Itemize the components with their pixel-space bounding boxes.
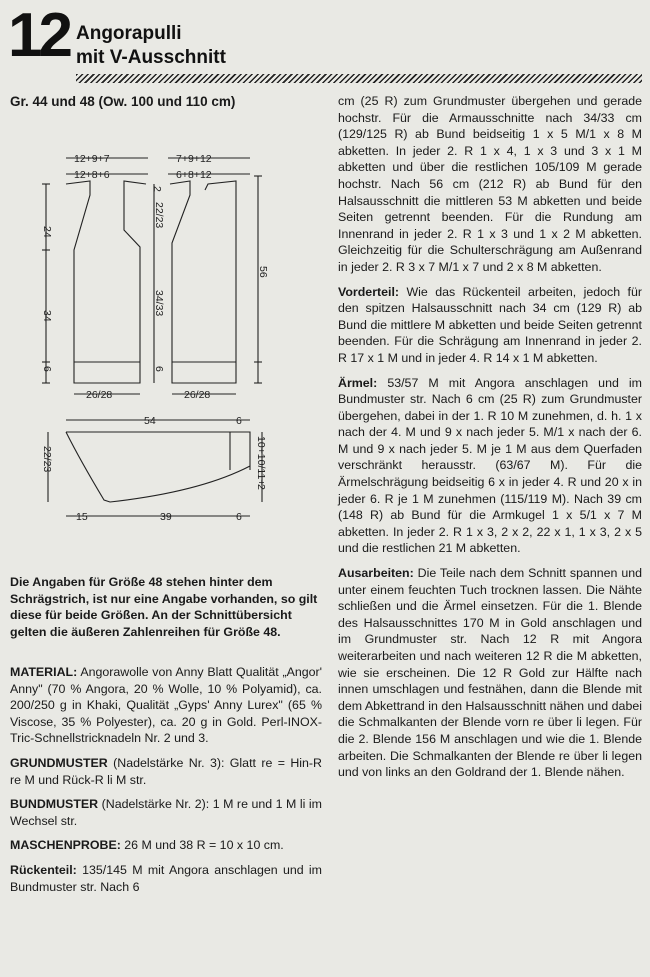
size-note: Die Angaben für Größe 48 stehen hinter dem Schrägstrich, ist nur eine Angabe vorhanden, so gilt diese für beide Größen. An der Schnittübersicht gelten die äußeren Zahlenreihen für Größe 48. [10,575,318,639]
right-column [338,93,642,789]
front-top-dims-2: 6+8+12 [176,169,212,181]
sleeve-top-end: 6 [236,415,242,427]
aermel-paragraph: Ärmel: 53/57 M mit Angora anschlagen und im Bundmuster str. Nach 6 cm (25 R) zum Grundmuster übergehen, dabei in der 1. R 10 M zunehmen, d. h. 1 x nach der 4. M und 9 x nach jeder 5. M/1 x nach der 6. M und 9 x nach jeder 5. M je 1 M aus dem Querfaden verschränkt herausstr. (63/67 M). Für die Ärmelschrägung beidseitig 6 x in jeder 4. R und 20 x in jeder 6. R je 1 M zunehmen (115/119 M). Nach 39 cm (148 R) ab Bund für die Armkugel 1 x 5/1 x 7 M abketten. In jeder 2. R 1 x 3, 2 x 2, 22 x 1, 1 x 3, 2 x 5 und die restlichen 21 M abketten. [338,375,642,556]
hatched-divider [76,74,642,83]
sleeve-cap-small: 2 [255,484,267,490]
ausarbeiten-paragraph: Ausarbeiten: Die Teile nach dem Schnitt spannen und unter einem feuchten Tuch trocknen lassen. Die Nähte schließen und die Ärmel einsetzen. Für die 1. Blende des Halsausschnittes 170 M in Gold anschlagen und im Grundmuster str. Nach 12 R mit Angora weiterarbeiten und nach weiteren 12 R die M abketten, wie sie erscheinen. Die 12 R Gold zur Hälfte nach innen umschlagen und festnähen, dann die Blende mit dem Abkettrand in den Halsausschnitt nähen und dabei die Schmalkanten der Blende vorn re über li legen. Für die 2. Blende 156 M anschlagen und wie die 1. Blende arbeiten. Die Schmalkanten der Blende re über li legen und von links an den Goldrand der 1. Blende nähen. [338,566,642,780]
front-piece-outline [170,181,236,383]
back-top-dims-1: 12+9+7 [74,153,110,165]
pattern-number: 12 [8,1,69,70]
sleeve-top-len: 54 [144,415,156,427]
sleeve-height: 22/23 [41,446,53,473]
front-label-22-23: 22/23 [153,202,165,229]
sleeve-bottom-end: 6 [236,511,242,523]
sleeve-bottom-left: 15 [76,511,88,523]
bundmuster-paragraph: BUNDMUSTER (Nadelstärke Nr. 2): 1 M re und 1 M li im Wechsel str. [10,797,322,828]
sleeve-bottom-mid: 39 [160,511,172,523]
front-label-6: 6 [153,366,165,372]
sleeve-cap-dims: 10+10/11+ [255,436,267,486]
article-header [0,0,650,90]
size-line: Gr. 44 und 48 (Ow. 100 und 110 cm) [10,94,236,109]
material-paragraph: MATERIAL: Angorawolle von Anny Blatt Qualität „Angor' Anny" (70 % Angora, 20 % Wolle, 10 % Polyamid), ca. 200/250 g in Khaki, Qualität „Gyps' Anny Lurex" (65 % Viscose, 35 % Polyester), ca. 20 g in Gold. Perl-INOX-Tric-Schnellstricknadeln Nr. 2 und 3. [10,665,322,746]
title-line-2: mit V-Ausschnitt [76,47,226,68]
grundmuster-paragraph: GRUNDMUSTER (Nadelstärke Nr. 3): Glatt re = Hin-R re M und Rück-R li M str. [10,755,322,787]
rueckenteil-continued-paragraph: cm (25 R) zum Grundmuster übergehen und gerade hochstr. Für die Armausschnitte nach 34/33 cm (129/125 R) ab Bund beidseitig 1 x 5 M/1 x 8 M abketten. In jeder 2. R 1 x 4, 1 x 3 und 3 x 1 M abketten und über die restlichen 105/109 M gerade hochstr. Nach 56 cm (212 R) ab Bund für den Halsausschnitt die mittleren 53 M abketten und beide Seiten getrennt beenden. Für die Rundung am Innenrand in jeder 2. R 1 x 3 und 1 x 2 M abketten. Gleichzeitig für die Schulterschrägung am Außenrand in jeder 2. R 3 x 7 M/1 x 7 und 2 x 8 M abketten. [338,94,642,274]
title-line-1: Angorapulli [76,23,182,44]
left-column [10,664,322,903]
back-piece-outline [66,181,146,383]
schematic-diagram [10,140,310,530]
front-label-34-33: 34/33 [153,290,165,317]
front-label-56: 56 [257,266,269,278]
pattern-title [76,22,226,70]
rueckenteil-paragraph: Rückenteil: 135/145 M mit Angora anschlagen und im Bundmuster str. Nach 6 [10,862,322,894]
front-label-2: 2 [151,186,163,192]
sleeve-outline [66,432,250,502]
back-label-24: 24 [41,226,53,238]
front-width: 26/28 [184,389,211,401]
maschenprobe-paragraph: MASCHENPROBE: 26 M und 38 R = 10 x 10 cm. [10,838,284,853]
vorderteil-paragraph: Vorderteil: Wie das Rückenteil arbeiten, jedoch für den spitzen Halsausschnitt nach 34 cm (129 R) ab Bund die mittlere M abketten und beide Seiten getrennt beenden. Für die Schrägung am Innenrand in jeder 2. R 17 x 1 M und in jeder 4. R 14 x 1 M abketten. [338,284,642,365]
back-width: 26/28 [86,389,113,401]
front-top-dims-1: 7+9+12 [176,153,212,165]
back-top-dims-2: 12+8+6 [74,169,110,181]
back-label-6: 6 [41,366,53,372]
back-label-34: 34 [41,310,53,322]
